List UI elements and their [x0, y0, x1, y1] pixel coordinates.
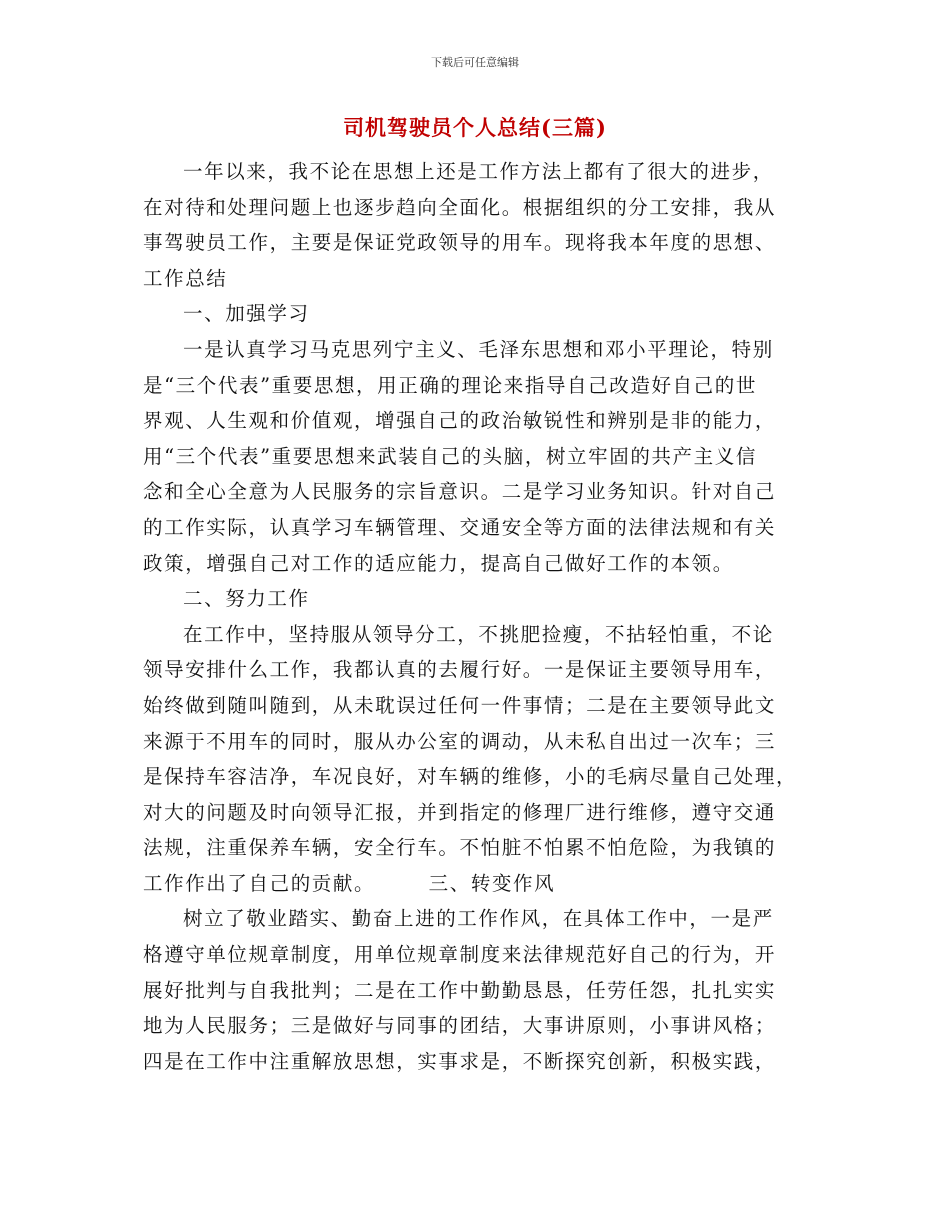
text-line: 一年以来，我不论在思想上还是工作方法上都有了很大的进步， [183, 160, 774, 183]
text-line: 地为人民服务；三是做好与同事的团结，大事讲原则，小事讲风格； [143, 1014, 777, 1038]
text-line: 法规，注重保养车辆，安全行车。不怕脏不怕累不怕危险，为我镇的 [143, 836, 777, 860]
text-line: 二、努力工作 [183, 587, 310, 611]
text-line: 树立了敬业踏实、勤奋上进的工作作风，在具体工作中，一是严 [183, 907, 774, 931]
text-line: 对大的问题及时向领导汇报，并到指定的修理厂进行维修，遵守交通 [143, 800, 777, 824]
text-line: 四是在工作中注重解放思想，实事求是，不断探究创新，积极实践， [143, 1049, 777, 1073]
text-line: 格遵守单位规章制度，用单位规章制度来法律规范好自己的行为，开 [143, 943, 777, 967]
text-line: 政策，增强自己对工作的适应能力，提高自己做好工作的本领。 [143, 551, 734, 575]
text-line: 界观、人生观和价值观，增强自己的政治敏锐性和辨别是非的能力， [143, 409, 777, 433]
text-line: 展好批判与自我批判；二是在工作中勤勤恳恳，任劳任怨，扎扎实实 [143, 978, 777, 1002]
text-line: 念和全心全意为人民服务的宗旨意识。二是学习业务知识。针对自己 [143, 480, 777, 504]
text-line: 是“三个代表”重要思想，用正确的理论来指导自己改造好自己的世 [143, 373, 757, 397]
text-line: 来源于不用车的同时，服从办公室的调动，从未私自出过一次车；三 [143, 729, 777, 753]
text-line: 在工作中，坚持服从领导分工，不挑肥捡瘦，不拈轻怕重，不论 [183, 622, 774, 646]
text-line: 事驾驶员工作，主要是保证党政领导的用车。现将我本年度的思想、 [143, 231, 777, 255]
header-note: 下载后可任意编辑 [431, 56, 519, 69]
text-line: 一、加强学习 [183, 302, 310, 326]
text-line: 的工作实际，认真学习车辆管理、交通安全等方面的法律法规和有关 [143, 515, 777, 539]
document-body [143, 154, 808, 1079]
text-line: 始终做到随叫随到，从未耽误过任何一件事情；二是在主要领导此文 [143, 693, 777, 717]
text-line: 用“三个代表”重要思想来武装自己的头脑，树立牢固的共产主义信 [143, 444, 757, 468]
text-line: 在对待和处理问题上也逐步趋向全面化。根据组织的分工安排，我从 [143, 195, 777, 219]
text-line: 领导安排什么工作，我都认真的去履行好。一是保证主要领导用车， [143, 658, 777, 682]
page-title: 司机驾驶员个人总结(三篇) [343, 115, 607, 140]
text-line: 工作作出了自己的贡献。 三、转变作风 [143, 871, 556, 895]
text-line: 是保持车容洁净，车况良好，对车辆的维修，小的毛病尽量自己处理， [143, 765, 798, 789]
text-line: 工作总结 [143, 266, 228, 290]
text-line: 一是认真学习马克思列宁主义、毛泽东思想和邓小平理论，特别 [183, 337, 774, 361]
